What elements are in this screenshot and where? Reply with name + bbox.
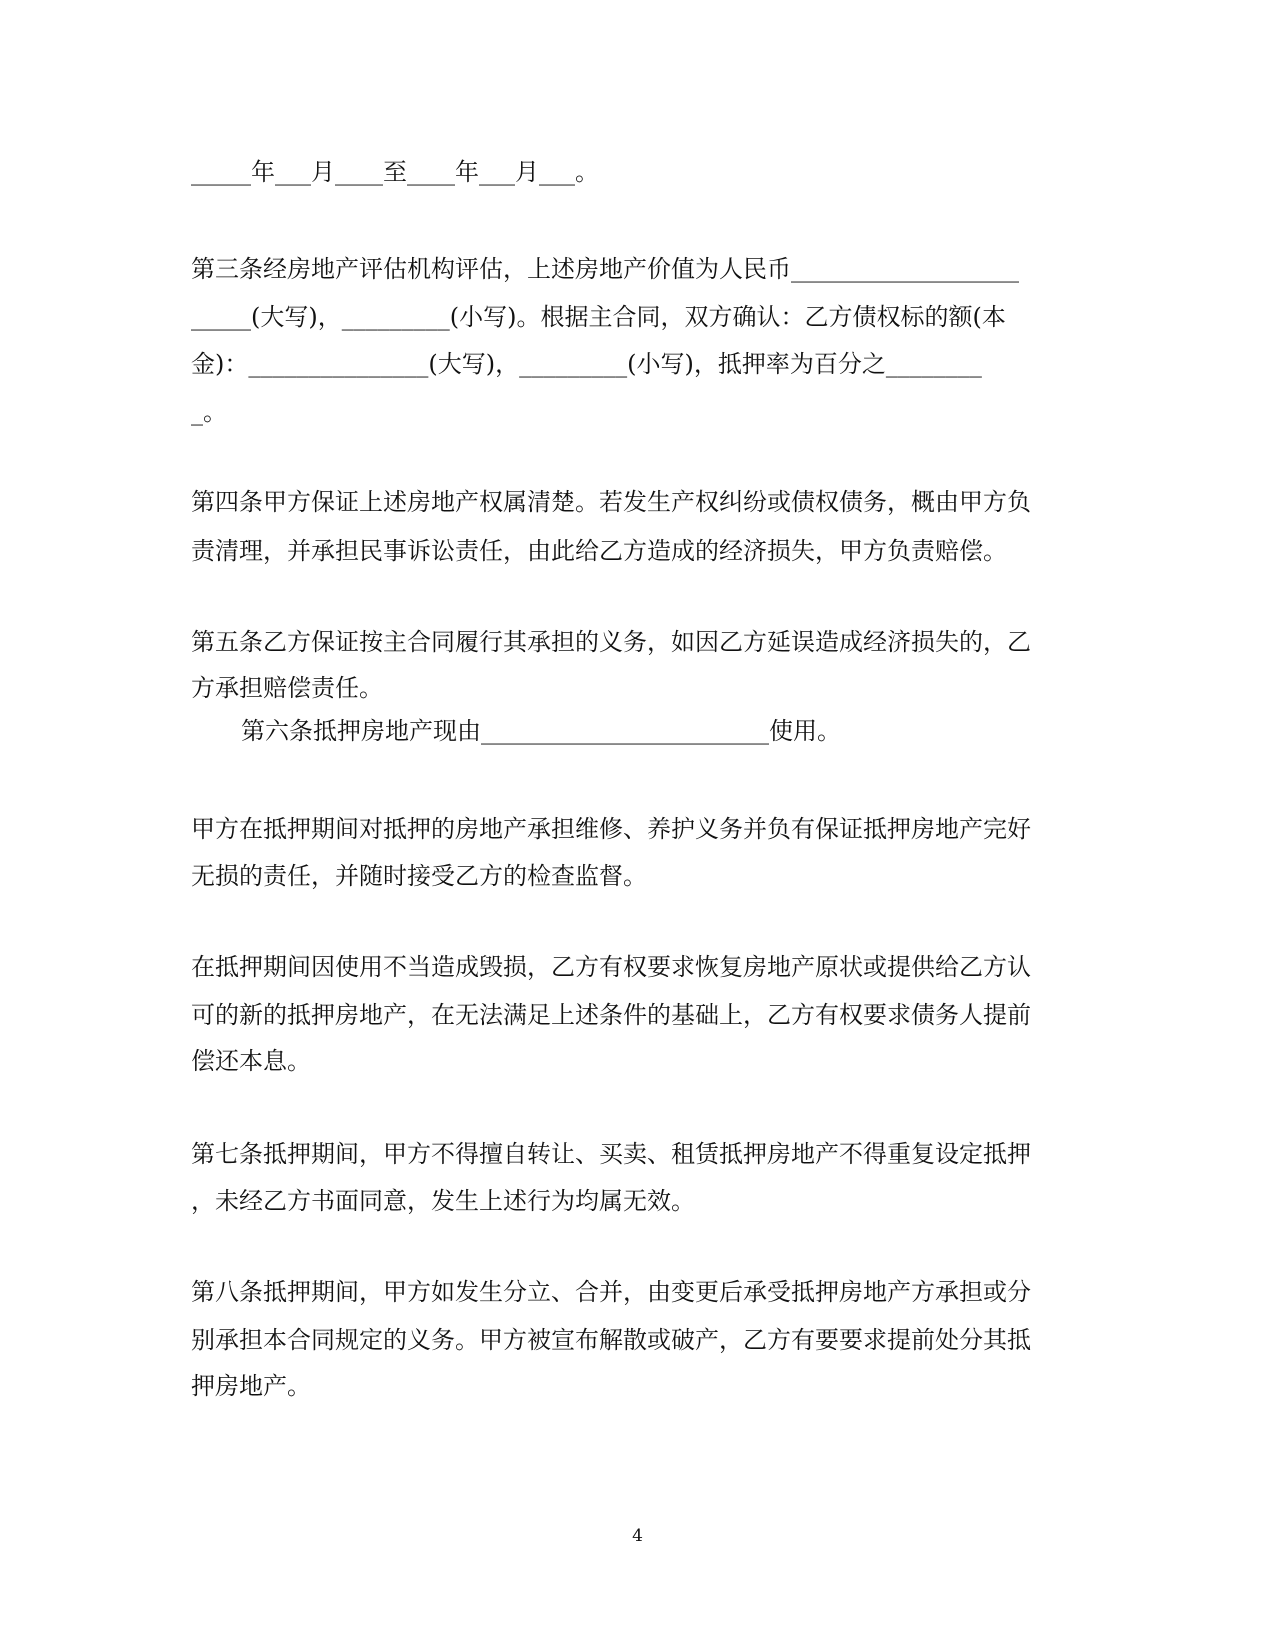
article-3-line-1: 第三条经房地产评估机构评估，上述房地产价值为人民币___________________ [191, 255, 1019, 283]
article-8-line-1: 第八条抵押期间，甲方如发生分立、合并，由变更后承受抵押房地产方承担或分 [191, 1278, 1031, 1306]
article-3-line-2: _____(大写)，_________(小写)。根据主合同，双方确认：乙方债权标的额(本 [191, 303, 1006, 331]
article-7-line-1: 第七条抵押期间，甲方不得擅自转让、买卖、租赁抵押房地产不得重复设定抵押 [191, 1140, 1031, 1168]
maintenance-line-2: 无损的责任，并随时接受乙方的检查监督。 [191, 862, 647, 890]
date-range-line: _____年___月____至____年___月___。 [191, 158, 599, 186]
article-3-line-4: _。 [191, 398, 227, 426]
page-number: 4 [632, 1526, 643, 1546]
damage-line-2: 可的新的抵押房地产，在无法满足上述条件的基础上，乙方有权要求债务人提前 [191, 1001, 1031, 1029]
article-8-line-3: 押房地产。 [191, 1372, 311, 1400]
damage-line-3: 偿还本息。 [191, 1047, 311, 1075]
maintenance-line-1: 甲方在抵押期间对抵押的房地产承担维修、养护义务并负有保证抵押房地产完好 [191, 815, 1031, 843]
article-4-line-1: 第四条甲方保证上述房地产权属清楚。若发生产权纠纷或债权债务，概由甲方负 [191, 488, 1031, 516]
article-6-line-1: 第六条抵押房地产现由________________________使用。 [241, 717, 841, 745]
article-3-line-3: 金)：_______________(大写)，_________(小写)，抵押率为百分之________ [191, 350, 982, 378]
article-8-line-2: 别承担本合同规定的义务。甲方被宣布解散或破产，乙方有要要求提前处分其抵 [191, 1326, 1031, 1354]
damage-line-1: 在抵押期间因使用不当造成毁损，乙方有权要求恢复房地产原状或提供给乙方认 [191, 953, 1031, 981]
article-5-line-2: 方承担赔偿责任。 [191, 674, 383, 702]
article-7-line-2: ，未经乙方书面同意，发生上述行为均属无效。 [191, 1187, 695, 1215]
article-5-line-1: 第五条乙方保证按主合同履行其承担的义务，如因乙方延误造成经济损失的，乙 [191, 628, 1031, 656]
article-4-line-2: 责清理，并承担民事诉讼责任，由此给乙方造成的经济损失，甲方负责赔偿。 [191, 537, 1007, 565]
